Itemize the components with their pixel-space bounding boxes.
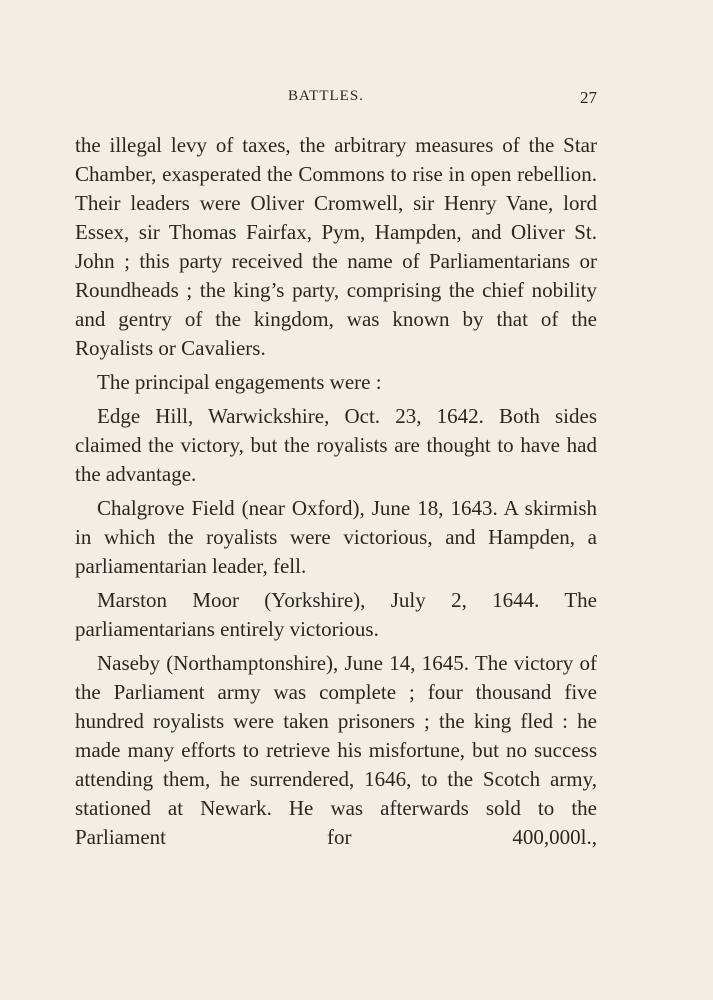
paragraph-causes-of-rebellion: the illegal levy of taxes, the arbitrary measures of the Star Chamber, exasperated the Commons to rise in open rebellion. Their leaders were Oliver Cromwell, sir Henry Vane, lord Essex, sir Thomas Fairfax, Pym, Hampden, and Oliver St. John ; this party received the name of Parliamentarians or Roundheads ; the king’s party, comprising the chief nobility and gentry of the kingdom, was known by that of the Royalists or Cavaliers. [75, 133, 597, 360]
paragraph-marston-moor: Marston Moor (Yorkshire), July 2, 1644. The parliamentarians entirely victorious. [75, 588, 597, 641]
paragraph-naseby: Naseby (Northamptonshire), June 14, 1645. The victory of the Parliament army was complete ; four thousand five hundred royalists were taken prisoners ; the king fled : he made many efforts to retrieve his misfortune, but no success attending them, he surrendered, 1646, to the Scotch army, stationed at Newark. He was afterwards sold to the Parliament for 400,000l., [75, 651, 597, 849]
paragraph-engagements-intro: The principal engagements were : [97, 370, 382, 394]
page-header [75, 88, 597, 110]
paragraph-edge-hill: Edge Hill, Warwickshire, Oct. 23, 1642. Both sides claimed the victory, but the royalists are thought to have had the advantage. [75, 404, 597, 486]
running-title: BATTLES. [288, 88, 364, 104]
paragraph-chalgrove-field: Chalgrove Field (near Oxford), June 18, 1643. A skirmish in which the royalists were victorious, and Hampden, a parliamentarian leader, fell. [75, 496, 597, 578]
page-number: 27 [580, 88, 597, 107]
body-text [75, 131, 597, 852]
